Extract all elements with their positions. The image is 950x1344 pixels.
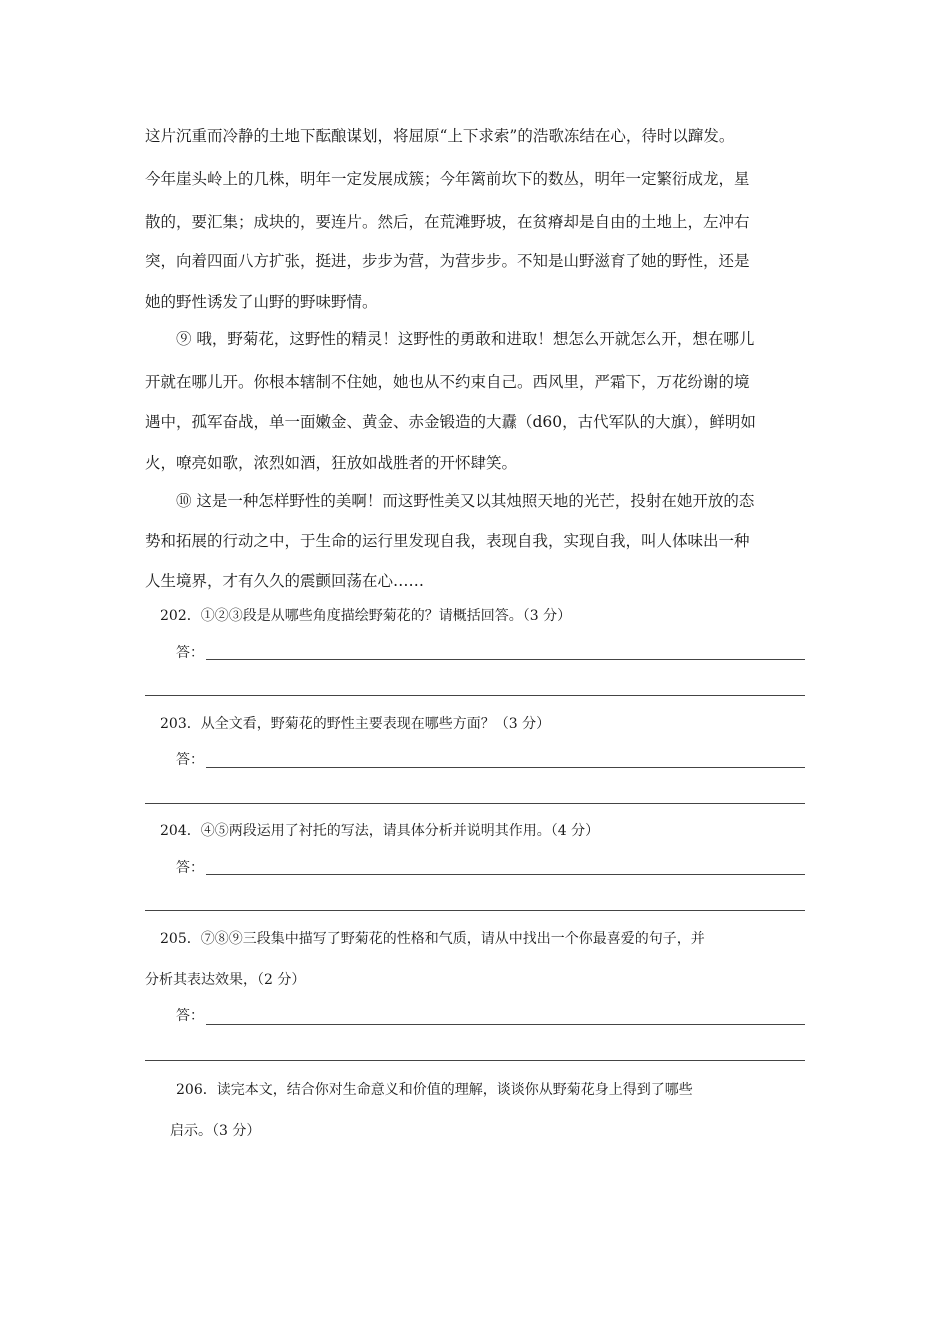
question-206: 206．读完本文，结合你对生命意义和价值的理解，谈谈你从野菊花身上得到了哪些 xyxy=(176,1082,693,1098)
passage-line: 突，向着四面八方扩张，挺进，步步为营，为营步步。不知是山野滋育了她的野性，还是 xyxy=(145,252,750,270)
answer-label: 答： xyxy=(176,1008,204,1024)
passage-line: 势和拓展的行动之中，于生命的运行里发现自我，表现自我，实现自我，叫人体味出一种 xyxy=(145,532,750,550)
answer-line[interactable] xyxy=(145,910,805,911)
paragraph-10-start: ⑩ 这是一种怎样野性的美啊！而这野性美又以其烛照天地的光芒，投射在她开放的态 xyxy=(176,492,755,510)
question-202: 202．①②③段是从哪些角度描绘野菊花的？请概括回答。（3 分） xyxy=(160,608,572,624)
answer-line[interactable] xyxy=(206,1024,805,1025)
passage-line: 她的野性诱发了山野的野味野情。 xyxy=(145,293,378,311)
answer-line[interactable] xyxy=(145,695,805,696)
passage-line: 火，嘹亮如歌，浓烈如酒，狂放如战胜者的开怀肆笑。 xyxy=(145,454,518,472)
question-206-cont: 启示。（3 分） xyxy=(170,1123,261,1139)
answer-line[interactable] xyxy=(206,767,805,768)
answer-line[interactable] xyxy=(206,874,805,875)
passage-line: 人生境界，才有久久的震颤回荡在心…… xyxy=(145,572,425,590)
answer-line[interactable] xyxy=(206,659,805,660)
paragraph-9-start: ⑨ 哦，野菊花，这野性的精灵！这野性的勇敢和进取！想怎么开就怎么开，想在哪儿 xyxy=(176,330,755,348)
answer-label: 答： xyxy=(176,752,204,768)
passage-line: 开就在哪儿开。你根本辖制不住她，她也从不约束自己。西风里，严霜下，万花纷谢的境 xyxy=(145,373,750,391)
passage-line: 这片沉重而冷静的土地下酝酿谋划，将屈原“上下求索”的浩歌冻结在心，待时以蹿发。 xyxy=(145,127,735,145)
answer-label: 答： xyxy=(176,645,204,661)
question-205-cont: 分析其表达效果，（2 分） xyxy=(145,972,306,988)
answer-label: 答： xyxy=(176,860,204,876)
answer-line[interactable] xyxy=(145,803,805,804)
passage-line: 遇中，孤军奋战，单一面嫩金、黄金、赤金锻造的大纛（d60，古代军队的大旗），鲜明如 xyxy=(145,413,756,431)
question-204: 204．④⑤两段运用了衬托的写法，请具体分析并说明其作用。（4 分） xyxy=(160,823,600,839)
passage-line: 今年崖头岭上的几株，明年一定发展成簇；今年篱前坎下的数丛，明年一定繁衍成龙，星 xyxy=(145,170,750,188)
passage-line: 散的，要汇集；成块的，要连片。然后，在荒滩野坡，在贫瘠却是自由的土地上，左冲右 xyxy=(145,213,750,231)
question-203: 203．从全文看，野菊花的野性主要表现在哪些方面？（3 分） xyxy=(160,716,551,732)
question-205: 205．⑦⑧⑨三段集中描写了野菊花的性格和气质，请从中找出一个你最喜爱的句子，并 xyxy=(160,931,705,947)
answer-line[interactable] xyxy=(145,1060,805,1061)
